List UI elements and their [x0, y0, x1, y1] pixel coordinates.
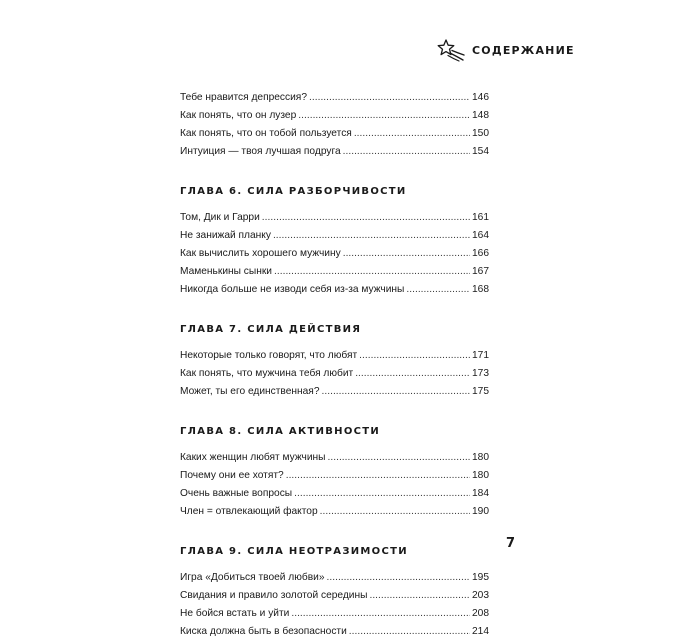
- entry-title: Как понять, что он лузер: [180, 110, 297, 121]
- entry-title: Не занижай планку: [180, 230, 271, 241]
- chapter-heading: ГЛАВА 9. СИЛА НЕОТРАЗИМОСТИ: [180, 546, 408, 557]
- dot-leader: [369, 587, 470, 605]
- entry-title: Почему они ее хотят?: [180, 470, 284, 481]
- toc-entry: [180, 245, 489, 263]
- entry-page: 168: [472, 284, 489, 295]
- entry-title: Маменькины сынки: [180, 266, 272, 277]
- toc-entry: [180, 605, 489, 623]
- dot-leader: [354, 125, 470, 143]
- entry-title: Некоторые только говорят, что любят: [180, 350, 358, 361]
- entry-page: 148: [472, 110, 489, 121]
- entry-page: 208: [472, 608, 489, 619]
- toc-entry: [180, 227, 489, 245]
- entry-title: Очень важные вопросы: [180, 488, 293, 499]
- dot-leader: [298, 107, 470, 125]
- chapter-section: [180, 543, 489, 641]
- toc-entry: [180, 89, 489, 107]
- entry-page: 180: [472, 452, 489, 463]
- toc-entry: [180, 281, 489, 299]
- chapter-heading: ГЛАВА 8. СИЛА АКТИВНОСТИ: [180, 426, 381, 437]
- toc-entry: [180, 125, 489, 143]
- dot-leader: [274, 263, 470, 281]
- dot-leader: [328, 449, 471, 467]
- dot-leader: [349, 623, 470, 641]
- entry-page: 150: [472, 128, 489, 139]
- entry-page: 154: [472, 146, 489, 157]
- toc-entry: [180, 623, 489, 641]
- dot-leader: [262, 209, 470, 227]
- chapter-section: [180, 183, 489, 299]
- entry-title: Игра «Добиться твоей любви»: [180, 572, 325, 583]
- header-title: СОДЕРЖАНИЕ: [472, 43, 575, 57]
- toc-entry: [180, 143, 489, 161]
- page-number: 7: [506, 536, 516, 551]
- toc-entry: [180, 587, 489, 605]
- entry-page: 203: [472, 590, 489, 601]
- toc-entry: [180, 503, 489, 521]
- entry-page: 175: [472, 386, 489, 397]
- toc-entry: [180, 365, 489, 383]
- dot-leader: [343, 245, 470, 263]
- dot-leader: [359, 347, 470, 365]
- toc-entry: [180, 107, 489, 125]
- entry-page: 214: [472, 626, 489, 637]
- chapter-section: [180, 321, 489, 401]
- entry-page: 166: [472, 248, 489, 259]
- entry-title: Том, Дик и Гарри: [180, 212, 260, 223]
- entry-title: Тебе нравится депрессия?: [180, 92, 307, 103]
- entry-page: 195: [472, 572, 489, 583]
- toc-entry: [180, 263, 489, 281]
- chapter-heading: ГЛАВА 7. СИЛА ДЕЙСТВИЯ: [180, 324, 362, 335]
- toc-entry: [180, 485, 489, 503]
- entry-title: Каких женщин любят мужчины: [180, 452, 326, 463]
- toc-entry: [180, 347, 489, 365]
- dot-leader: [273, 227, 470, 245]
- dot-leader: [355, 365, 470, 383]
- entry-title: Как понять, что мужчина тебя любит: [180, 368, 354, 379]
- dot-leader: [322, 383, 471, 401]
- toc-entry: [180, 209, 489, 227]
- chapter-section: [180, 423, 489, 521]
- entry-title: Не бойся встать и уйти: [180, 608, 290, 619]
- dot-leader: [286, 467, 470, 485]
- dot-leader: [320, 503, 470, 521]
- entry-page: 164: [472, 230, 489, 241]
- entry-page: 146: [472, 92, 489, 103]
- entry-page: 190: [472, 506, 489, 517]
- dot-leader: [294, 485, 470, 503]
- entry-title: Может, ты его единственная?: [180, 386, 320, 397]
- entry-title: Киска должна быть в безопасности: [180, 626, 347, 637]
- running-header: [436, 38, 575, 62]
- entry-title: Как вычислить хорошего мужчину: [180, 248, 341, 259]
- entry-title: Член = отвлекающий фактор: [180, 506, 318, 517]
- dot-leader: [327, 569, 471, 587]
- entry-title: Интуиция — твоя лучшая подруга: [180, 146, 341, 157]
- entry-page: 180: [472, 470, 489, 481]
- dot-leader: [291, 605, 470, 623]
- shooting-star-icon: [436, 38, 466, 62]
- dot-leader: [309, 89, 470, 107]
- toc-entry: [180, 467, 489, 485]
- entry-page: 161: [472, 212, 489, 223]
- dot-leader: [343, 143, 470, 161]
- entry-title: Как понять, что он тобой пользуется: [180, 128, 352, 139]
- dot-leader: [406, 281, 470, 299]
- toc-entry: [180, 569, 489, 587]
- toc-entry: [180, 449, 489, 467]
- intro-entries: [180, 89, 489, 161]
- entry-page: 171: [472, 350, 489, 361]
- entry-title: Никогда больше не изводи себя из-за мужчины: [180, 284, 405, 295]
- table-of-contents: [180, 89, 489, 641]
- entry-page: 167: [472, 266, 489, 277]
- chapter-heading: ГЛАВА 6. СИЛА РАЗБОРЧИВОСТИ: [180, 186, 407, 197]
- toc-entry: [180, 383, 489, 401]
- entry-title: Свидания и правило золотой середины: [180, 590, 368, 601]
- entry-page: 173: [472, 368, 489, 379]
- entry-page: 184: [472, 488, 489, 499]
